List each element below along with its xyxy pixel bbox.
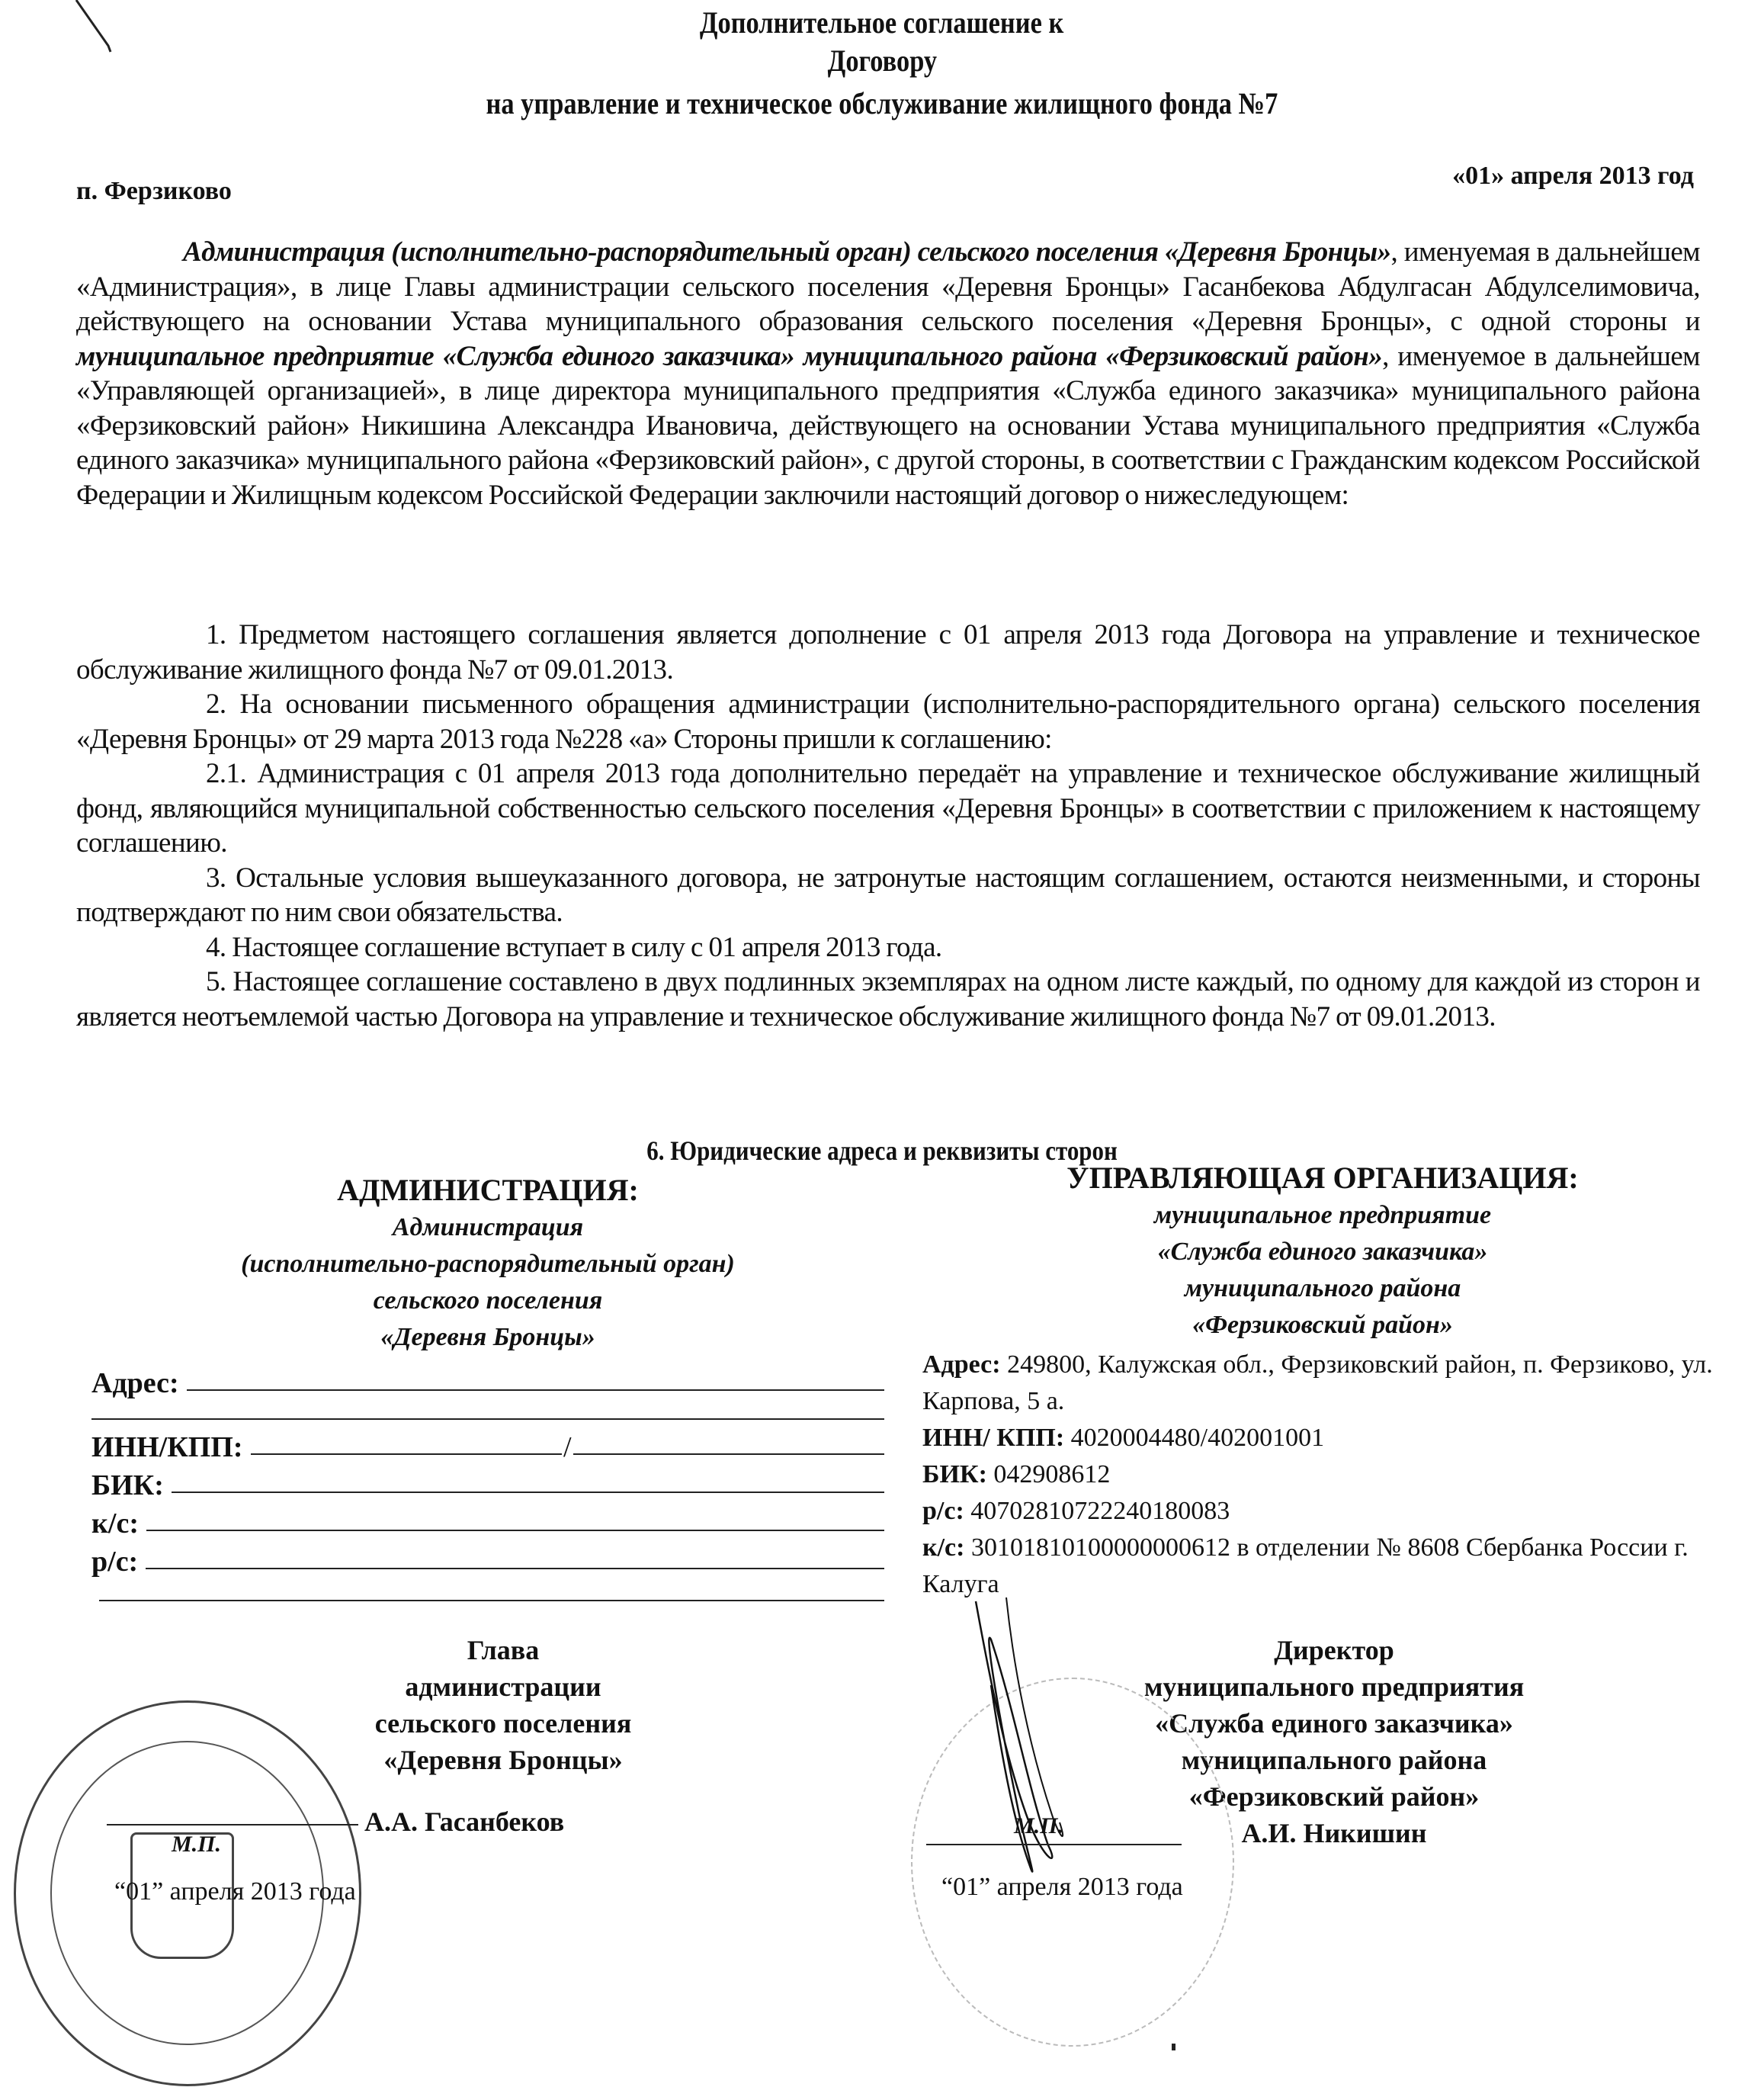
clause-5: 5. Настоящее соглашение составлено в двух подлинных экземплярах на одном листе каждый, по одному для каждой из сторон и является неотъемлемой частью Договора на управление и техническое обслуживание жилищного фонда №7 от 09.01.2013.	[76, 966, 1700, 1032]
address-blank	[187, 1389, 884, 1391]
mo-ks-value: 30101810100000000612 в отделении № 8608 Сбербанка России г. Калуга	[922, 1533, 1689, 1598]
signatory-title-line: «Служба единого заказчика»	[1155, 1708, 1513, 1739]
mo-rs	[922, 1493, 1723, 1530]
document-place: п. Ферзиково	[76, 177, 232, 205]
mo-inn-kpp	[922, 1420, 1723, 1456]
party1-name: Администрация (исполнительно-распорядительный орган) сельского поселения «Деревня Бронцы»	[183, 236, 1391, 268]
ks-blank	[146, 1530, 884, 1531]
party2-name: муниципальное предприятие «Служба единого заказчика» муниципального района «Ферзиковский район»	[76, 340, 1383, 372]
clause-3: 3. Остальные условия вышеуказанного договора, не затронутые настоящим соглашением, остаются неизменными, и стороны подтверждают по ним свои обязательства.	[76, 862, 1700, 928]
handwritten-signature	[961, 1594, 1082, 1899]
management-org-name-line: муниципального района	[1184, 1274, 1461, 1302]
signatory-title-line: муниципального предприятия	[1143, 1671, 1525, 1702]
management-org-name-line: «Ферзиковский район»	[1192, 1311, 1453, 1339]
section6-title: 6. Юридические адреса и реквизиты сторон	[646, 1135, 1118, 1166]
address-field	[91, 1362, 884, 1400]
inn-kpp-separator: /	[563, 1431, 572, 1463]
mo-address-value: 249800, Калужская обл., Ферзиковский район, п. Ферзиково, ул. Карпова, 5 а.	[922, 1350, 1713, 1415]
administration-name-line: (исполнительно-распорядительный орган)	[241, 1250, 735, 1278]
preamble-text2: , именуемое в дальнейшем «Управляющей организацией», в лице директора муниципального предприятия «Служба единого заказчика» муниципального района «Ферзиковский район» Никишина Александра Ивановича, действующего на основании Устава муниципального предприятия «Служба единого заказчика» муниципального района «Ферзиковский район», с другой стороны, в соответствии с Гражданским кодексом Российской Федерации и Жилищным кодексом Российской Федерации заключили настоящий договор о нижеследующем:	[76, 340, 1700, 511]
mo-bik	[922, 1456, 1723, 1493]
inn-blank	[251, 1453, 562, 1455]
administration-sign-date: “01” апреля 2013 года	[114, 1877, 356, 1906]
signatory-title-line: администрации	[405, 1671, 601, 1702]
bik-blank	[172, 1492, 884, 1493]
mo-address-label: Адрес:	[922, 1350, 1001, 1379]
administration-name-line: «Деревня Бронцы»	[380, 1323, 595, 1351]
clause-2: 2. На основании письменного обращения администрации (исполнительно-распорядительного органа) сельского поселения «Деревня Бронцы» от 29 марта 2013 года №228 «а» Стороны пришли к соглашению:	[76, 689, 1700, 755]
signatory-title-line: муниципального района	[1181, 1745, 1487, 1775]
mo-bik-value: 042908612	[986, 1460, 1111, 1488]
extra-blank-line	[99, 1600, 884, 1601]
mo-ks	[922, 1530, 1723, 1603]
signatory-title-line: Директор	[1274, 1635, 1394, 1665]
mo-inn-kpp-label: ИНН/ КПП:	[922, 1424, 1065, 1452]
clause-1: 1. Предметом настоящего соглашения является дополнение с 01 апреля 2013 года Договора на управление и техническое обслуживание жилищного фонда №7 от 09.01.2013.	[76, 619, 1700, 686]
ks-label: к/с:	[91, 1508, 139, 1540]
management-org-signatory-name: А.И. Никишин	[1241, 1818, 1427, 1848]
preamble	[76, 235, 1700, 512]
rs-label: р/с:	[91, 1546, 139, 1578]
administration-name-line: Администрация	[392, 1213, 584, 1241]
clause-2-1: 2.1. Администрация с 01 апреля 2013 года дополнительно передаёт на управление и техническое обслуживание жилищный фонд, являющийся муниципальной собственностью сельского поселения «Деревня Бронцы» в соответствии с приложением к настоящему соглашению.	[76, 758, 1700, 859]
document-date: «01» апреля 2013 год	[1452, 162, 1694, 190]
management-org-signature-line	[926, 1844, 1182, 1845]
document-title-line1: Дополнительное соглашение к	[700, 5, 1064, 40]
clauses	[76, 618, 1700, 1034]
rs-field	[91, 1540, 884, 1578]
mo-rs-value: 40702810722240180083	[964, 1497, 1230, 1525]
management-org-name-line: муниципальное предприятие	[1153, 1201, 1492, 1229]
administration-signature-line	[107, 1824, 358, 1825]
management-org-heading: УПРАВЛЯЮЩАЯ ОРГАНИЗАЦИЯ:	[1066, 1161, 1579, 1195]
signatory-title-line: «Ферзиковский район»	[1188, 1781, 1480, 1812]
management-org-sign-date: “01” апреля 2013 года	[941, 1873, 1183, 1901]
signatory-title-line: «Деревня Бронцы»	[383, 1745, 623, 1775]
kpp-blank	[573, 1453, 884, 1455]
inn-kpp-field	[91, 1426, 884, 1464]
speck	[1172, 2044, 1175, 2050]
mo-address	[922, 1347, 1723, 1420]
management-org-name-line: «Служба единого заказчика»	[1157, 1238, 1488, 1266]
administration-signatory-name: А.А. Гасанбеков	[364, 1806, 565, 1837]
mo-rs-label: р/с:	[922, 1497, 964, 1525]
management-org-mp: М.П.	[1014, 1813, 1064, 1838]
document-title-line3: на управление и техническое обслуживание жилищного фонда №7	[486, 86, 1278, 120]
management-org-requisites	[922, 1159, 1723, 1603]
bik-label: БИК:	[91, 1469, 164, 1501]
administration-signatory	[305, 1632, 701, 1778]
signatory-title-line: сельского поселения	[374, 1708, 632, 1739]
address-label: Адрес:	[91, 1367, 179, 1399]
rs-blank	[146, 1568, 884, 1569]
address-blank-line2	[91, 1418, 884, 1420]
mo-bik-label: БИК:	[922, 1460, 987, 1488]
administration-requisites	[91, 1171, 884, 1618]
ks-field	[91, 1502, 884, 1540]
document-title-line2: Договору	[827, 43, 937, 78]
administration-heading: АДМИНИСТРАЦИЯ:	[337, 1173, 639, 1207]
signatory-title-line: Глава	[467, 1635, 540, 1665]
mo-ks-label: к/с:	[922, 1533, 965, 1562]
administration-mp: М.П.	[172, 1832, 222, 1857]
bik-field	[91, 1464, 884, 1502]
mo-inn-kpp-value: 4020004480/402001001	[1064, 1424, 1325, 1452]
administration-name-line: сельского поселения	[373, 1286, 603, 1315]
clause-4: 4. Настоящее соглашение вступает в силу с 01 апреля 2013 года.	[206, 931, 942, 963]
preamble-text1: , именуемая в дальнейшем «Администрация», в лице Главы администрации сельского поселения «Деревня Бронцы» Гасанбекова Абдулгасан Абдулселимовича, действующего на основании Устава муниципального образования сельского поселения «Деревня Бронцы», с одной стороны и	[76, 236, 1700, 337]
inn-kpp-label: ИНН/КПП:	[91, 1431, 243, 1463]
